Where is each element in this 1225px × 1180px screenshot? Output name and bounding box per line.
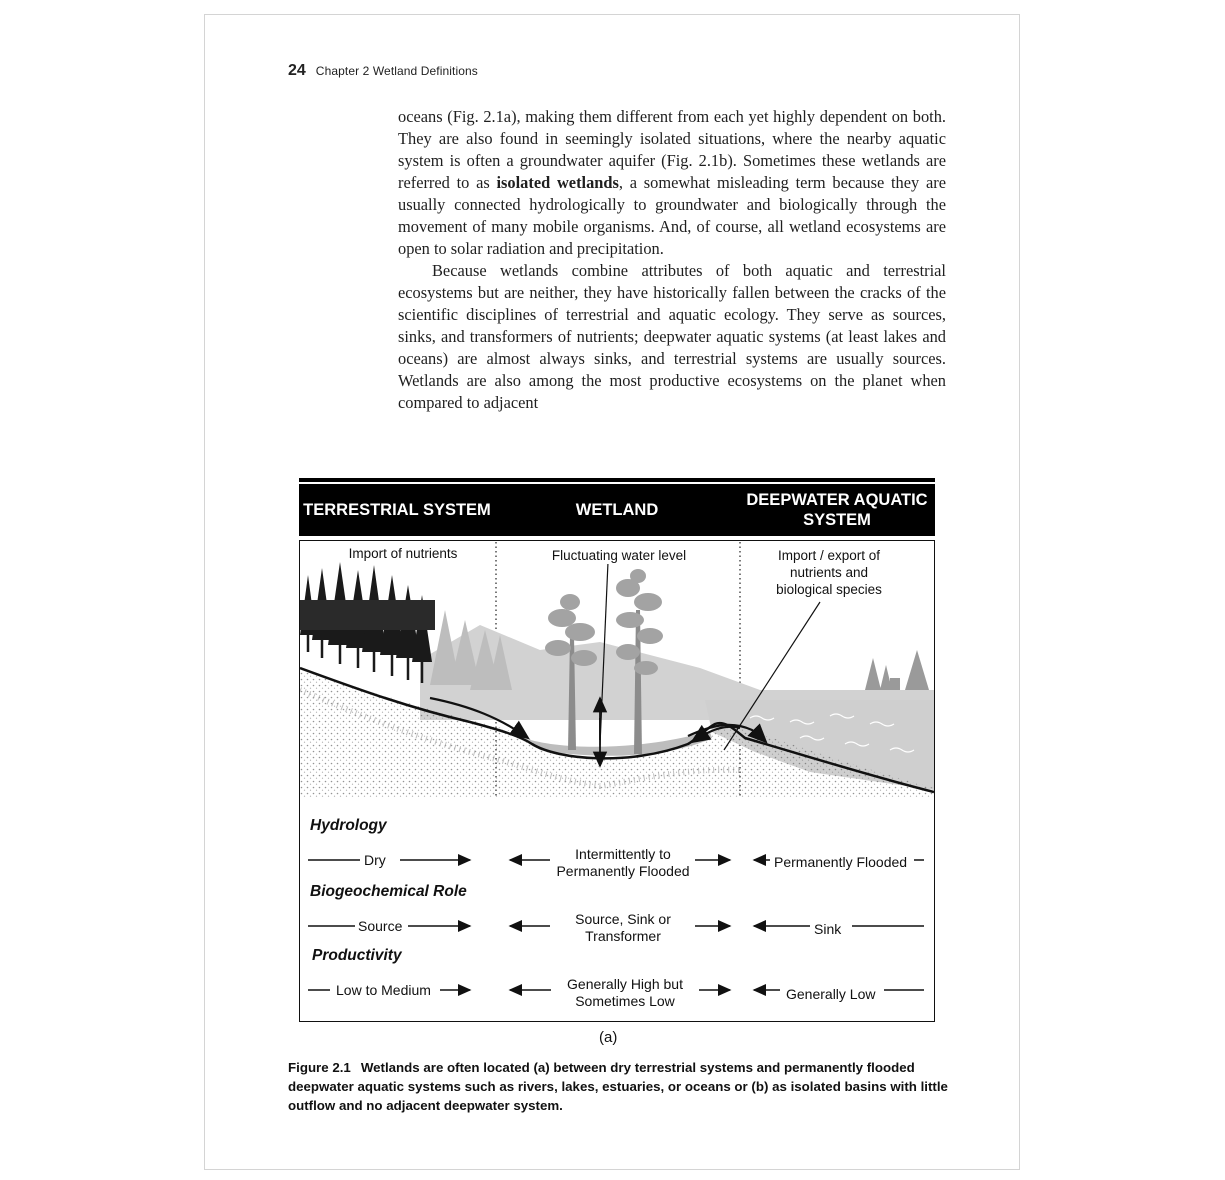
paragraph-1-end: , a somewhat misleading term because they are usually connected hydrologically to groundwater and biologically through the movement of many mobile organisms. And, of course, all wetland ecosystems are open to solar radiation and precipitation. — [398, 173, 946, 258]
hydrology-terrestrial: Dry — [361, 852, 389, 869]
header-deepwater: DEEPWATER AQUATIC SYSTEM — [746, 491, 928, 529]
import-nutrients-label: Import of nutrients — [348, 546, 458, 561]
paragraph-1-start: oceans (Fig. 2.1a), making them different from each yet highly dependent on both. They are also found in seemingly isolated situations, where the nearby aquatic system is often a groundwater aquifer (Fig. 2.1b). Sometimes these wetlands are referred to as — [398, 107, 946, 192]
hydrology-heading: Hydrology — [310, 817, 387, 834]
paragraph-1 — [398, 106, 946, 260]
figure-top-rule — [299, 478, 935, 482]
biogeo-wetland: Source, Sink or Transformer — [551, 911, 695, 945]
figure-header — [299, 484, 935, 536]
body-text — [398, 106, 946, 414]
page-number: 24 — [288, 62, 306, 79]
biogeo-terrestrial: Source — [355, 918, 405, 935]
productivity-terrestrial: Low to Medium — [333, 982, 434, 999]
biogeochemical-heading: Biogeochemical Role — [310, 883, 467, 900]
figure-caption — [288, 1058, 948, 1115]
caption-text: Wetlands are often located (a) between dry terrestrial systems and permanently flooded deepwater aquatic systems such as rivers, lakes, estuaries, or oceans or (b) as isolated basins with little outflow and no adjacent deepwater system. — [288, 1060, 948, 1113]
header-wetland: WETLAND — [575, 501, 659, 519]
productivity-heading: Productivity — [312, 947, 402, 964]
productivity-deepwater: Generally Low — [783, 986, 879, 1003]
hydrology-wetland: Intermittently to Permanently Flooded — [551, 846, 695, 880]
productivity-wetland: Generally High but Sometimes Low — [551, 976, 699, 1010]
figure-part-label: (a) — [599, 1029, 618, 1046]
caption-number: Figure 2.1 — [288, 1060, 351, 1075]
import-export-label: Import / export of nutrients and biological species — [776, 548, 882, 597]
paragraph-2: Because wetlands combine attributes of both aquatic and terrestrial ecosystems but are neither, they have historically fallen between the cracks of the scientific disciplines of terrestrial and aquatic ecology. They serve as sources, sinks, and transformers of nutrients; deepwater aquatic systems (at least lakes and oceans) are almost always sinks, and terrestrial systems are usually sources. Wetlands are also among the most productive ecosystems on the planet when compared to adjacent — [398, 261, 946, 412]
bold-term: isolated wetlands — [496, 173, 619, 192]
header-terrestrial: TERRESTRIAL SYSTEM — [303, 501, 491, 519]
running-head — [288, 62, 478, 80]
hydrology-deepwater: Permanently Flooded — [771, 854, 910, 871]
chapter-title: Chapter 2 Wetland Definitions — [315, 64, 478, 78]
biogeo-deepwater: Sink — [811, 921, 844, 938]
fluctuating-water-label: Fluctuating water level — [519, 547, 719, 564]
